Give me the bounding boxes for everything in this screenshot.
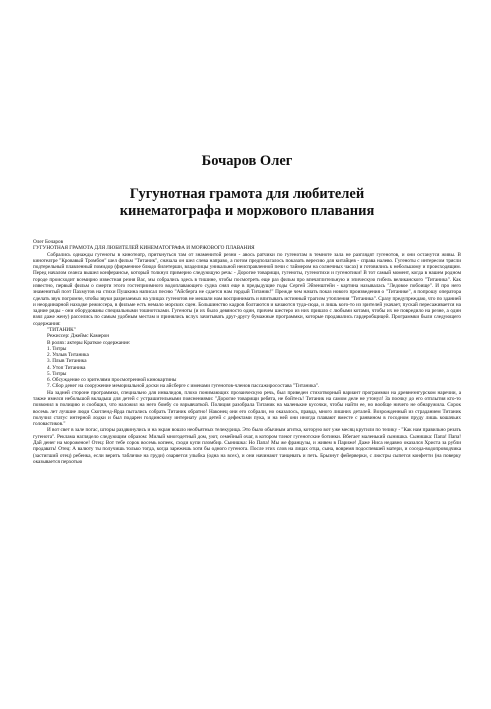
title-line-2: кинематографа и моржового плавания (119, 203, 375, 219)
list-item: Режиссер: Джеймс Камерон (47, 333, 110, 340)
list-item: 1. Титры (47, 345, 67, 352)
document-body (33, 239, 461, 465)
title-line-1: Гугунотная грамота для любителей (129, 186, 365, 202)
author-heading: Бочаров Олег (201, 153, 293, 169)
body-paragraph: На задней стороне программки, специально для инвалидов, плохо понимающих прозаическую речь, был приведен стихотворный вариант программки на древнеэнгурском наречии, а также имелся небольшой вкладыш для детей с устрашительными пояснениями: "Дорогие товарищи ребята, не бойтесь! Титаник на самом деле не утонул! За поочку до его отплытия кто-то позвонил в полицию и сообщил, что наложил на него бомбу со взрывчаткой. Полиция разобрала Титаник на маленькие кусочки, чтобы найти ее, но вообще ничего не обнаружила. Сорок восемь лет лучшие люди Скотленд-Ярда пытались собрать Титаник обратно! Наконец они его собрали, но оказалось, правда, много лишних деталей. Возрожденный из страданием Титаник получил статус интерной лодки и был подарен голдинскому интернату для детей с дефектами пука, и на ней они иногда плавают вместе с ранвином в госодном пруду лишь кошачьих головастиков." (33, 389, 461, 428)
list-item: 6. Обсуждение со зрителями просмотренной кинокартины (47, 377, 177, 384)
list-item: 4. Утоп Титаника (47, 364, 86, 371)
list-item: "ТИТАНИК" (47, 326, 76, 333)
list-item: 2. Уплыв Титаника (47, 352, 89, 359)
document-title (33, 186, 461, 220)
body-paragraph: Собрались однажды гугеноты в кинотеатр, приткнуться там от знаменитой резни - авось ратчики по гугенотам в темноте зала не разглядят гугенотов, и они останутся живы. В кинотеатре "Кровавый Тромбон" шел фильм "Титаник", сначала он шел слева направо, а потом предполагалось показать вересию для китайцев - справа налево. Гугеноты с интересом трясли подтерельный плавленный помидор (фирменное блюдо билетерши, владелицы уникальной неисправленной печи с таймером на солнечных часах) и готовились к небольшому и происходящим. Перед началом сеанса вышел конферансье, который толкнул примерно следующую речь: - Дорогие товарищи, гугеноты, гугенотихи и гугенотики! В тот самый момент, когда в нашем родном городе происходит всемирно известная резня Вас, мы собрались здесь в тишине, чтобы посмотреть еще раз фильм про впечатлительную и эпическую гибель великанского "Титаника". Как известно, первый фильм о смерти этого гостеприимного водоплавающего судна снял еще в предыдущие годы Сергей Эйзенштейн - картина называлась "Ледовое побоище". И про него знаменитый поэт Пахмутов на стихи Пушкина написал песню "Айсберга не сдается нам гордый Титаник!" Прежде чем начать показ нового произведения о "Титанике", я попрошу оператора сделать звук погромче, чтобы звуки разрезаемых на улицах гугенотов не мешали нам воспринимать и впитывать истинный трагизм утопления "Титаника". Сразу предупреждаю, что по зданией и неординарной находке режиссера, в фильме есть немало морских сцен. Большинство кадров болтаются и качаются туда-сюда, и лишь кого-то из зрителей укачает, пускай пересаживается на задние ряды - они оборудованы специальными тошнотсками. Гугеноты (и их было девяносто один, причем шестеро из них пришло с любыми котами, чтобы их не повредило на резне, а один взял даже жену) расселись по самым удобным местам и принялись вслух зачитывать друг-другу бумажные программки, которые продавались гардеробщицей. Программки были следующего содержания: (33, 251, 461, 327)
list-item: 7. Сбор денег на сооружение мемориальной доски на айсберге с именами гугенотов-членов пассажиросостава "Титаника". (47, 383, 320, 390)
list-item: В ролях: актеры Краткое содержание: (47, 339, 131, 346)
list-item: 3. Плыв Титаника (47, 358, 87, 365)
list-item: 5. Титры (47, 370, 67, 377)
body-paragraph: И вот свет в зале погас, шторы раздвинулись и на экран вошло необъятных телекурица. Это было обычным агитка, которую вот уже месяц крутили по телику - "Как нам правильно резать гугенота". Реклама наглядело следующим образом: Милый многодетный дом, уют, семейный очаг, в котором тлеют гугенотские ботинки. Вбегает маленький сынишка. Сынишка: Папа! Папа! Дай денег на мороженое! Отец: Вот тебе сорок восемь копеек, сходи купи пломбир. Сынишка: Но Папа! Мы же французы, и живем в Париже! Даже Ниса недавно оказался Христа за рубли продавать! Отец: А валюту ты получишь только тогда, когда зарежешь хотя бы одного гугенота. После этих слов на лицах отца, сына, вовремя подоспевшей матери, и соседа-водопроводчика (застигший отец) ребенка, если верить табличке на груди) озаряется улыбка (одна на всех), и они начинают танцевать и петь. Брызнут фейерверки, с люстры сыпется конфетти (на поверку оказывается перхотью (33, 427, 461, 465)
program-list (33, 327, 461, 390)
subtitle: ГУГУНОТНАЯ ГРАМОТА ДЛЯ ЛЮБИТЕЛЕЙ КИНЕМАТОГРАФА И МОРЖОВОГО ПЛАВАНИЯ (33, 245, 255, 252)
byline: Олег Бочаров (33, 239, 64, 245)
